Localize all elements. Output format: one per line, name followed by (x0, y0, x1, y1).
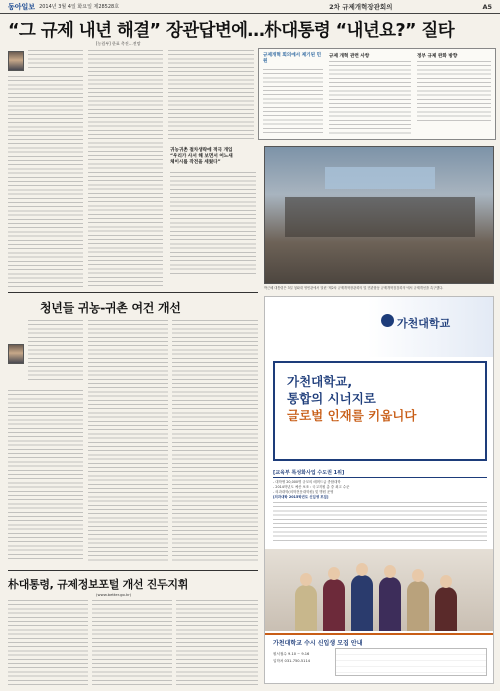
graduate-figure (407, 581, 429, 631)
newspaper-logo: 동아일보 (8, 2, 36, 11)
university-advertisement[interactable] (264, 296, 494, 684)
article-text-col1 (8, 76, 83, 288)
box-col1-text (263, 69, 323, 135)
article-text-col3 (168, 50, 254, 140)
photo-caption: 박근혜 대통령은 3일 청와대 영빈관에서 열린 ‘제2차 규제개혁장관회의 및 민관합동 규제개혁점검회의’에서 규제개선을 촉구했다. (264, 286, 444, 290)
section-name: 2차 규제개혁장관회의 (329, 3, 393, 11)
section1-text-col2 (88, 320, 168, 562)
section-divider-2 (8, 570, 258, 571)
ad-info-strong: [의과대학 2015학년도 신입생 모집] (273, 495, 329, 499)
ad-bottom-row: 원서접수 9.10 ~ 9.16 (273, 652, 310, 656)
section1-text-col3 (172, 320, 258, 562)
graduate-figure (295, 585, 317, 631)
graduates-photo (265, 549, 493, 631)
box-col2-title: 규제 개혁 관련 사항 (329, 54, 370, 59)
main-headline: “그 규제 내년 해결” 장관답변에…朴대통령 “내년요?” 질타 (8, 21, 455, 41)
university-emblem-icon (381, 314, 394, 327)
reporter-portrait (8, 51, 24, 71)
ad-info-head: [교육부 특성화사업 수도권 1위] (273, 469, 487, 478)
ad-info-row: - 의과대학(의학전문대학원) 및 병원 운영 (273, 490, 334, 494)
section1-text-lead (28, 320, 83, 382)
ad-slogan-line-1: 가천대학교, (287, 374, 353, 389)
pull-quote-line-2: “우리가 사서 해 보면서 어느새 (170, 154, 233, 159)
pull-quote (170, 148, 256, 166)
pull-quote-line-3: 체이시를 작전을 세웠다” (170, 160, 221, 165)
section1-text-col1 (8, 390, 83, 562)
article-text-lead (28, 50, 83, 68)
section-divider (8, 292, 258, 293)
graduate-figure (435, 587, 457, 631)
ad-bottom-title: 가천대학교 수시 신입생 모집 안내 (273, 640, 363, 647)
article-text-col3-lower (170, 172, 256, 276)
ad-bottom-row: 입학처 031-750-5114 (273, 659, 311, 663)
masthead (0, 0, 500, 14)
meeting-photo (264, 146, 494, 284)
section2-url: (www.better.go.kr) (96, 592, 132, 597)
pull-quote-line-1: 귀농귀촌 절차생략에 적극 개입 (170, 148, 233, 153)
section-title-1: 청년들 귀농-귀촌 여건 개선 (40, 301, 181, 315)
section2-text-col2 (92, 600, 172, 686)
box-col3-text (417, 61, 491, 121)
reporter-line: [농림부] 한표 촉진…전망 (96, 41, 141, 46)
ad-university-logo: 가천대학교 (397, 317, 451, 330)
graduate-figure (351, 575, 373, 631)
ad-info-text (273, 502, 487, 542)
section2-text-col3 (176, 600, 258, 686)
section-title-2: 朴대통령, 규제정보포털 개선 진두지휘 (8, 578, 189, 591)
ad-slogan-banner (273, 361, 487, 461)
ad-top-band (265, 297, 493, 357)
graduate-figure (379, 577, 401, 631)
ad-admissions-table (335, 648, 487, 676)
ad-info-section (273, 469, 487, 542)
graduate-figure (323, 579, 345, 631)
regulation-info-box (258, 48, 496, 140)
box-col3-title: 정부 규제 완화 방향 (417, 54, 458, 59)
ad-info-row: - 대학생 20,000명 규모의 메머드급 종합대학 (273, 480, 341, 484)
ad-info-row: - 2014학년도 예산 보조 : 국고지원 총 중 최고 수준 (273, 485, 350, 489)
section2-text-col1 (8, 600, 88, 686)
page-number: A5 (482, 2, 492, 11)
columnist-portrait-1 (8, 344, 24, 364)
article-text-col2 (88, 50, 163, 288)
ad-slogan-line-2: 통합의 시너지로 (287, 391, 376, 406)
issue-date: 2014년 3월 4일 화요일 제28528호 (39, 4, 120, 10)
box-col2-text (329, 61, 411, 135)
box-title: 규제개혁 회의에서 제기된 민원 (263, 53, 322, 64)
ad-slogan-line-3: 글로벌 인재를 키웁니다 (287, 408, 417, 423)
